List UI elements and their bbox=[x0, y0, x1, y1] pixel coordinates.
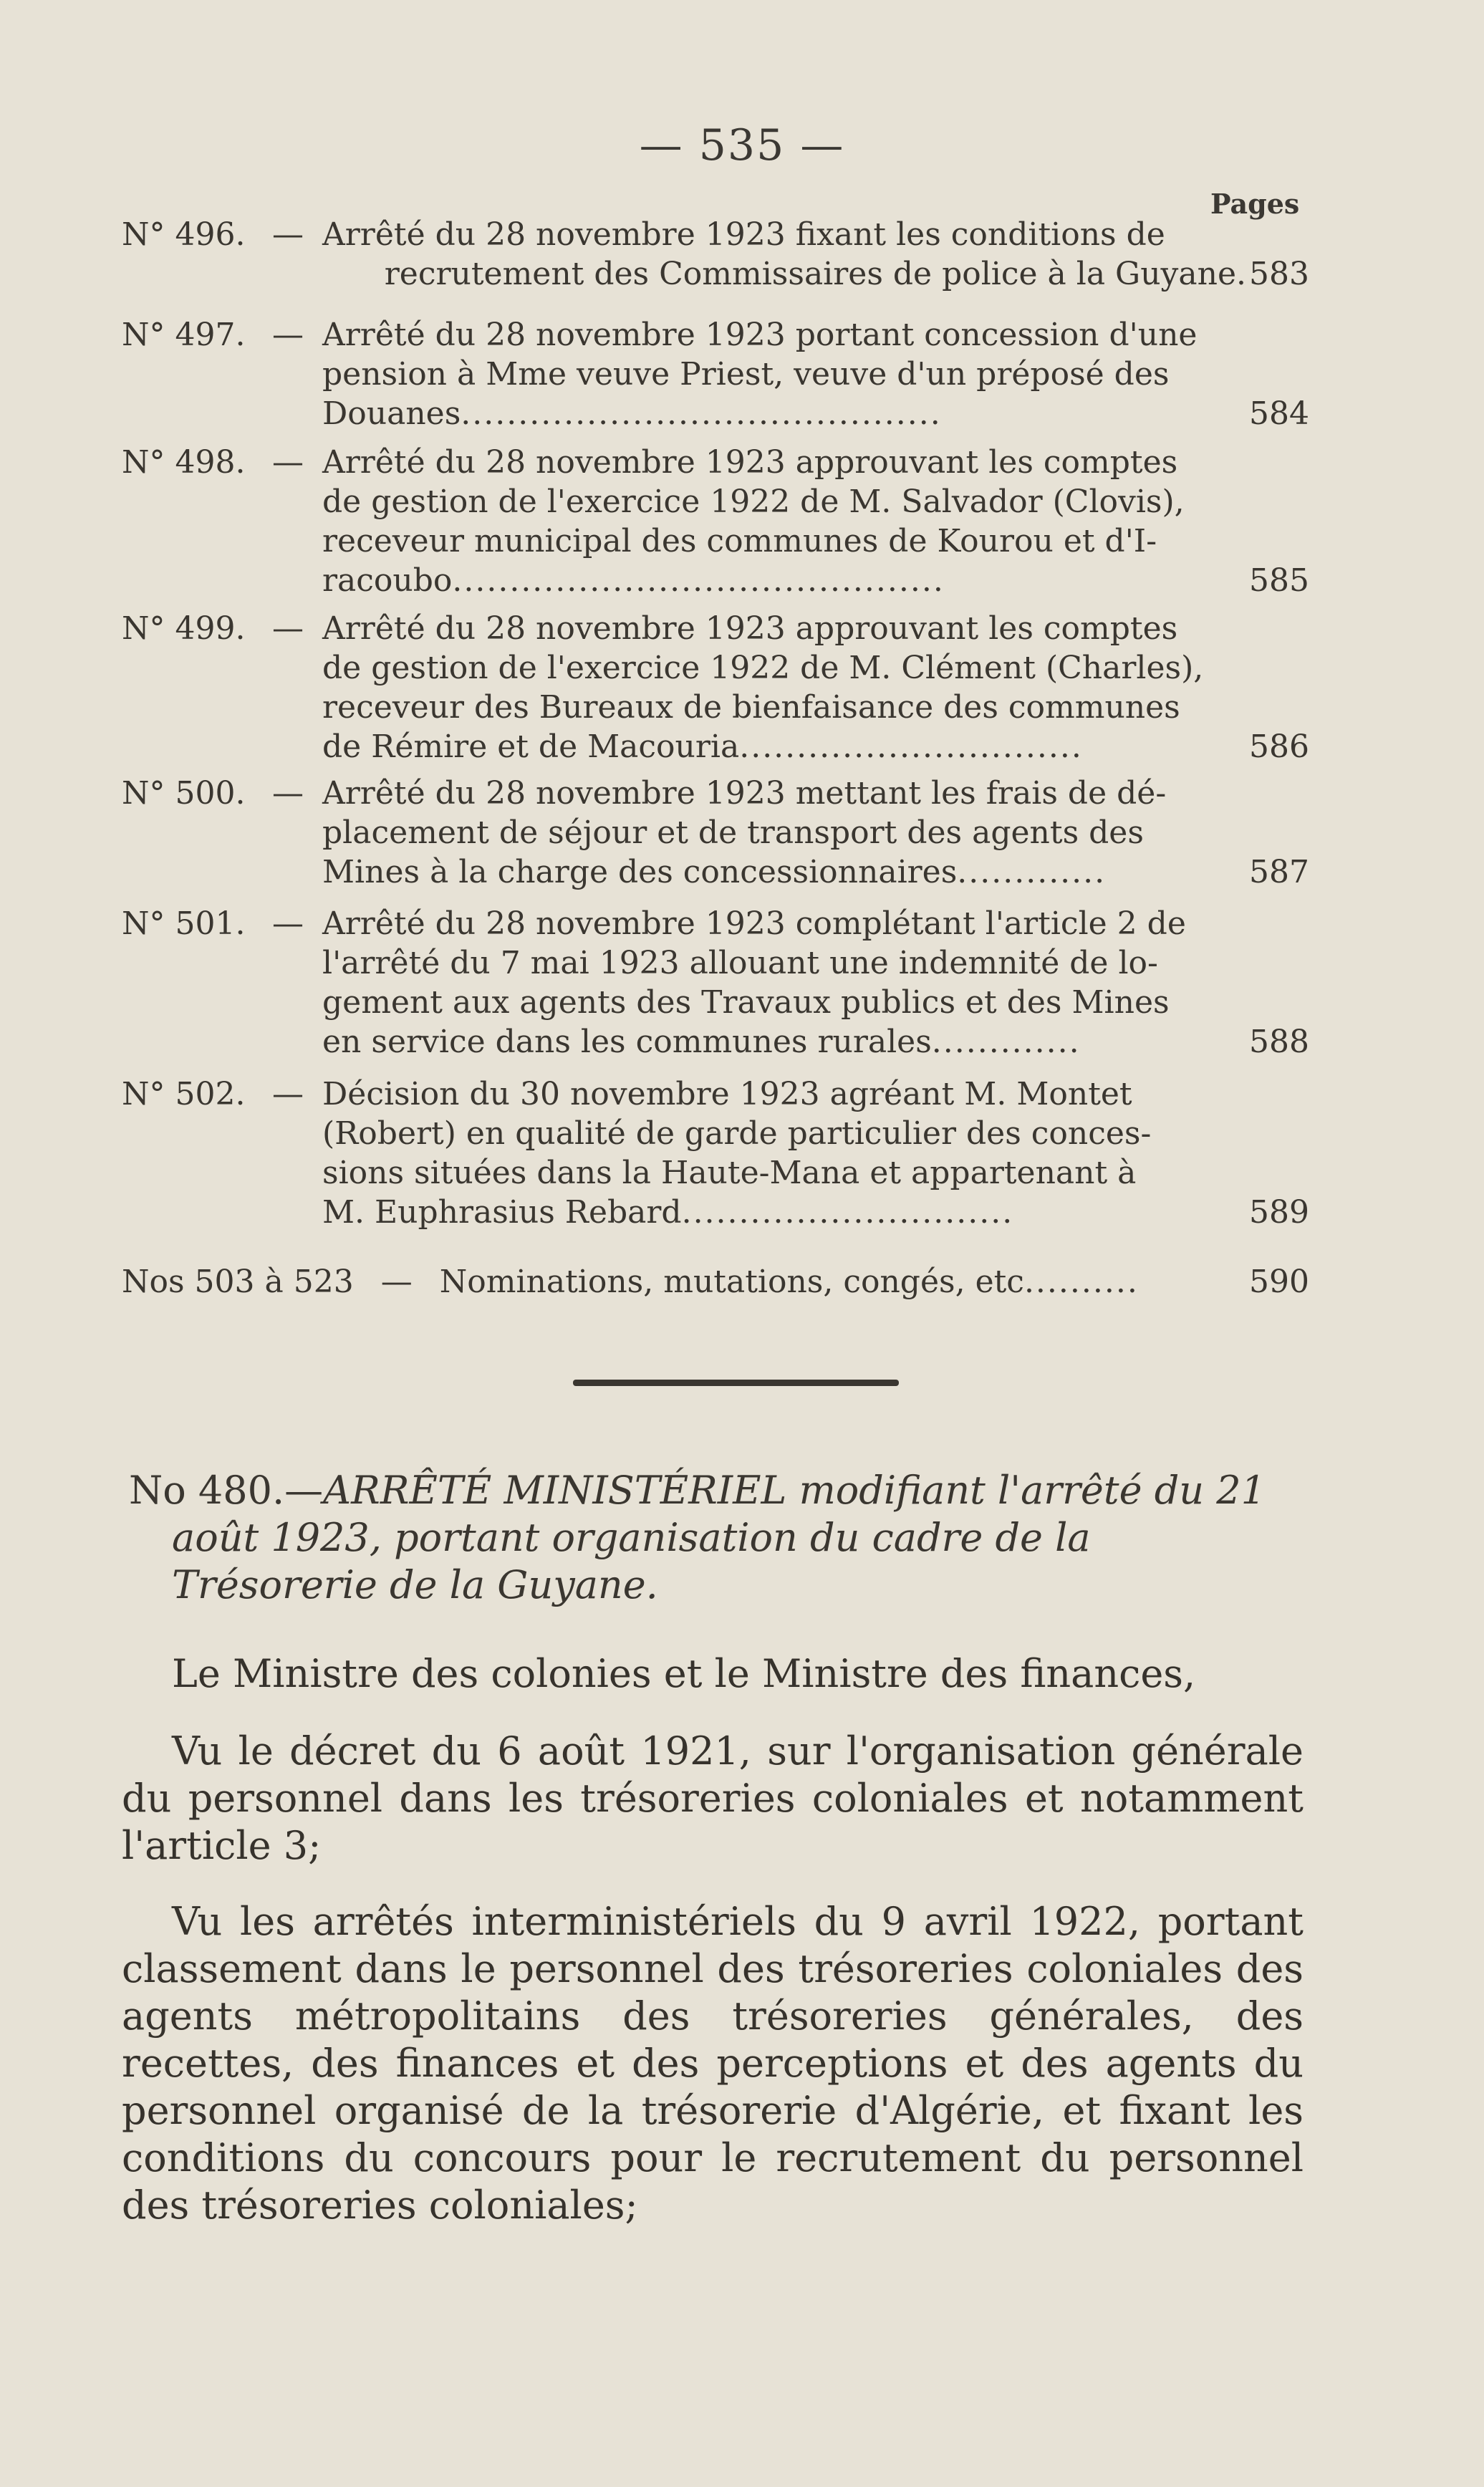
toc-line: Arrêté du 28 novembre 1923 approuvant les comptes bbox=[322, 610, 1178, 647]
toc-line: receveur des Bureaux de bienfaisance des communes bbox=[322, 689, 1180, 726]
toc-entry-dash: — bbox=[272, 905, 304, 942]
toc-leader-dots: ........................................... bbox=[452, 562, 945, 599]
toc-entry-page: 589 bbox=[1249, 1194, 1309, 1231]
toc-entry-page: 587 bbox=[1249, 854, 1309, 890]
toc-entry-page: 584 bbox=[1249, 395, 1309, 432]
toc-entry-page: 588 bbox=[1249, 1024, 1309, 1060]
toc-line: sions situées dans la Haute-Mana et appartenant à bbox=[322, 1155, 1137, 1191]
toc-line: Arrêté du 28 novembre 1923 approuvant les comptes bbox=[322, 444, 1178, 481]
paragraph-preamble: Le Ministre des colonies et le Ministre des finances, bbox=[172, 1651, 1196, 1696]
toc-leader-dots: .......................................... bbox=[461, 395, 942, 432]
decree-number: No 480.— bbox=[129, 1468, 324, 1513]
toc-line: Arrêté du 28 novembre 1923 portant concession d'une bbox=[322, 317, 1198, 353]
toc-entry-text bbox=[322, 1074, 1246, 1232]
toc-entry-text: Nominations, mutations, congés, etc bbox=[439, 1264, 1024, 1300]
toc-entry-text bbox=[322, 443, 1246, 600]
paragraph-vu-decret: Vu le décret du 6 août 1921, sur l'organisation générale du personnel dans les trésoreries coloniales et notamment l'article 3; bbox=[122, 1728, 1304, 1868]
toc-leader-dots: .......... bbox=[1023, 1264, 1139, 1300]
toc-line: Douanes bbox=[322, 395, 461, 432]
toc-line: M. Euphrasius Rebard bbox=[322, 1194, 682, 1231]
toc-line: de Rémire et de Macouria bbox=[322, 728, 740, 765]
toc-line: Arrêté du 28 novembre 1923 complétant l'article 2 de bbox=[322, 905, 1186, 942]
toc-line: l'arrêté du 7 mai 1923 allouant une indemnité de lo- bbox=[322, 945, 1158, 981]
toc-line: racoubo bbox=[322, 562, 453, 599]
toc-entry-number: N° 499. bbox=[122, 610, 246, 647]
toc-entry-number: Nos 503 à 523 bbox=[122, 1264, 354, 1300]
toc-line: pension à Mme veuve Priest, veuve d'un préposé des bbox=[322, 356, 1170, 393]
toc-line: gement aux agents des Travaux publics et des Mines bbox=[322, 984, 1170, 1021]
toc-line: de gestion de l'exercice 1922 de M. Salvador (Clovis), bbox=[322, 484, 1185, 520]
toc-line: de gestion de l'exercice 1922 de M. Clément (Charles), bbox=[322, 650, 1204, 686]
toc-entry-dash: — bbox=[272, 317, 304, 353]
toc-line: (Robert) en qualité de garde particulier des conces- bbox=[322, 1115, 1152, 1152]
toc-line: en service dans les communes rurales bbox=[322, 1024, 932, 1060]
toc-entry-503-523 bbox=[122, 1262, 1309, 1302]
toc-entry-dash: — bbox=[380, 1264, 413, 1300]
toc-line: receveur municipal des communes de Kourou et d'I- bbox=[322, 523, 1157, 559]
toc-entry-number: N° 502. bbox=[122, 1076, 246, 1112]
toc-line: recrutement des Commissaires de police à la Guyane. bbox=[384, 256, 1246, 292]
toc-entry-number: N° 501. bbox=[122, 905, 246, 942]
toc-entry-number: N° 497. bbox=[122, 317, 246, 353]
toc-entry-text bbox=[322, 315, 1246, 433]
toc-entry-text bbox=[322, 904, 1246, 1062]
toc-leader-dots: .............................. bbox=[739, 728, 1083, 765]
toc-leader-dots: ............................. bbox=[681, 1194, 1014, 1231]
toc-entry-number: N° 498. bbox=[122, 444, 246, 481]
toc-entry-dash: — bbox=[272, 216, 304, 253]
paragraph-vu-arretes: Vu les arrêtés interministériels du 9 avril 1922, portant classement dans le personnel des trésoreries coloniales des agents métropolitains des trésoreries générales, des recettes, des finances et des perceptions et des agents du personnel organisé de la trésorerie d'Algérie, et fixant les conditions du concours pour le recrutement du personnel des trésoreries coloniales; bbox=[122, 1899, 1304, 2228]
toc-entry-dash: — bbox=[272, 1076, 304, 1112]
toc-entry-text bbox=[322, 774, 1246, 892]
toc-leader-dots: ............. bbox=[957, 854, 1107, 890]
toc-entry-page: 585 bbox=[1249, 562, 1309, 599]
toc-entry-number: N° 496. bbox=[122, 216, 246, 253]
toc-entry-text bbox=[322, 215, 1246, 294]
decree-title-continuation: août 1923, portant organisation du cadre de la Trésorerie de la Guyane. bbox=[172, 1515, 1091, 1607]
toc-entry-page: 590 bbox=[1249, 1264, 1309, 1300]
decree-title-first-line: ARRÊTÉ MINISTÉRIEL modifiant l'arrêté du 21 bbox=[323, 1468, 1266, 1513]
toc-line: placement de séjour et de transport des agents des bbox=[322, 814, 1144, 851]
toc-line: Arrêté du 28 novembre 1923 fixant les conditions de bbox=[322, 216, 1165, 253]
page-number: — 535 — bbox=[639, 120, 845, 170]
section-separator-rule bbox=[573, 1380, 899, 1386]
toc-entry-dash: — bbox=[272, 775, 304, 812]
toc-entry-text bbox=[322, 609, 1246, 766]
toc-line: Décision du 30 novembre 1923 agréant M. Montet bbox=[322, 1076, 1132, 1112]
toc-leader-dots: ............. bbox=[931, 1024, 1081, 1060]
toc-entry-dash: — bbox=[272, 610, 304, 647]
toc-line: Mines à la charge des concessionnaires bbox=[322, 854, 958, 890]
toc-entry-number: N° 500. bbox=[122, 775, 246, 812]
toc-line: Arrêté du 28 novembre 1923 mettant les frais de dé- bbox=[322, 775, 1167, 812]
decree-title bbox=[129, 1467, 1304, 1609]
toc-entry-page: 586 bbox=[1249, 728, 1309, 765]
pages-column-label: Pages bbox=[1210, 188, 1300, 220]
toc-entry-dash: — bbox=[272, 444, 304, 481]
toc-entry-page: 583 bbox=[1249, 256, 1309, 292]
